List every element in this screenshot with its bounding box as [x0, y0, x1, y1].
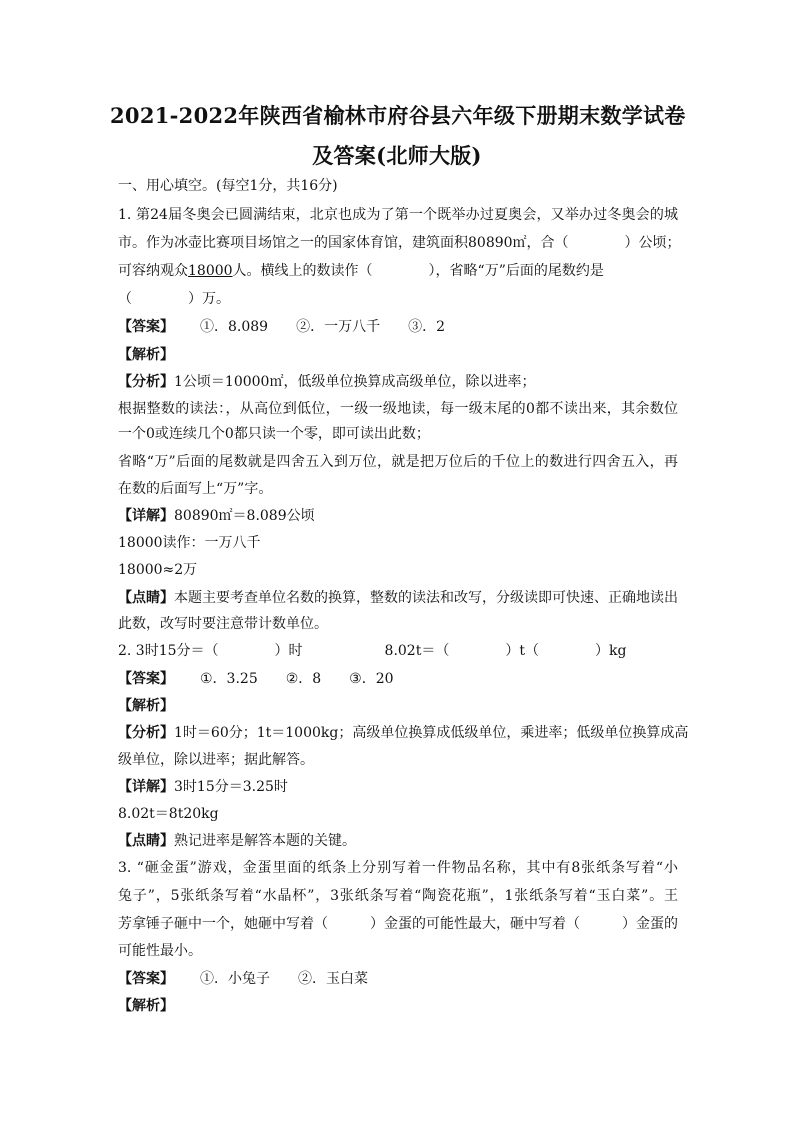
answer-tag: 【答案】 [118, 971, 174, 987]
q3-text-line-3: 芳拿锤子砸中一个，她砸中写着（ ）金蛋的可能性最大，砸中写着（ ）金蛋的 [118, 916, 678, 932]
document-title-line-1: 2021-2022年陕西省榆林市府谷县六年级下册期末数学试卷 [110, 103, 686, 128]
q1-comment-line-2: 此数，改写时要注意带计数单位。 [118, 616, 328, 632]
document-title-line-2: 及答案(北师大版) [312, 143, 482, 168]
q1-analysis-line-4: 省略“万”后面的尾数就是四舍五入到万位，就是把万位后的千位上的数进行四舍五入，再 [118, 454, 678, 470]
q2-text-line-1 [118, 641, 626, 661]
q1-comment-line-1 [118, 588, 678, 608]
q2-answer-text: ①．3.25 ②．8 ③．20 [200, 671, 394, 687]
q1-detail-line-3: 18000≈2万 [118, 562, 198, 578]
xiangjie-tag: 【详解】 [118, 508, 174, 524]
q2-fenxi-text: 1时＝60分；1t＝1000kg；高级单位换算成低级单位，乘进率；低级单位换算成高 [174, 725, 689, 741]
q1-answer [118, 317, 445, 337]
q1-line-3-start: 可容纳观众 [118, 263, 188, 279]
dianjing-tag: 【点睛】 [118, 590, 174, 606]
q3-text-line-1: 3. “砸金蛋”游戏，金蛋里面的纸条上分别写着一件物品名称，其中有8张纸条写着“小 [118, 860, 678, 876]
q2-comment-text: 熟记进率是解答本题的关键。 [174, 833, 356, 849]
dianjing-tag: 【点睛】 [118, 833, 174, 849]
q2-analysis-line-2: 级单位，除以进率；据此解答。 [118, 752, 314, 768]
answer-tag: 【答案】 [118, 671, 174, 687]
section-heading: 一、用心填空。(每空1分，共16分) [118, 178, 338, 194]
q1-text-line-1: 1. 第24届冬奥会已圆满结束，北京也成为了第一个既举办过夏奥会，又举办过冬奥会的城 [118, 207, 678, 223]
q1-detail-text: 80890㎡＝8.089公顷 [174, 508, 315, 524]
q1-analysis-line-5: 在数的后面写上“万”字。 [118, 481, 273, 497]
q1-detail-line-1 [118, 506, 315, 526]
q2-detail-text: 3时15分＝3.25时 [174, 779, 288, 795]
q1-fenxi-text: 1公顷＝10000㎡，低级单位换算成高级单位，除以进率； [174, 374, 536, 390]
q2-part-b: 8.02t＝（ ）t（ ）kg [384, 643, 627, 659]
fenxi-tag: 【分析】 [118, 374, 174, 390]
xiangjie-tag: 【详解】 [118, 779, 174, 795]
fenxi-tag: 【分析】 [118, 725, 174, 741]
q2-detail-line-2: 8.02t＝8t20kg [118, 806, 219, 822]
q2-analysis-line-1 [118, 723, 689, 743]
q1-text-line-2: 市。作为冰壶比赛项目场馆之一的国家体育馆，建筑面积80890㎡，合（ ）公顷； [118, 235, 681, 251]
q1-detail-line-2: 18000读作：一万八千 [118, 535, 261, 551]
q2-detail-line-1 [118, 777, 288, 797]
underlined-number: 18000 [188, 263, 233, 279]
q1-answer-text: ①．8.089 ②．一万八千 ③．2 [200, 319, 445, 335]
q2-analysis-tag: 【解析】 [118, 698, 174, 714]
answer-tag: 【答案】 [118, 319, 174, 335]
q1-text-line-3 [118, 261, 604, 281]
q1-text-line-4: （ ）万。 [118, 291, 230, 307]
q1-comment-text: 本题主要考查单位名数的换算，整数的读法和改写，分级读即可快速、正确地读出 [174, 590, 678, 606]
q3-text-line-2: 兔子”，5张纸条写着“水晶杯”，3张纸条写着“陶瓷花瓶”，1张纸条写着“玉白菜”。王 [118, 888, 678, 904]
q1-analysis-tag: 【解析】 [118, 347, 174, 363]
q1-analysis-line-2: 根据整数的读法：，从高位到低位，一级一级地读，每一级末尾的0都不读出来，其余数位 [118, 401, 678, 417]
q3-answer [118, 969, 368, 989]
q2-part-a: 2. 3时15分＝（ ）时 [118, 643, 303, 659]
q3-text-line-4: 可能性最小。 [118, 943, 202, 959]
q1-line-3-end: 人。横线上的数读作（ ），省略“万”后面的尾数约是 [232, 263, 604, 279]
q2-answer [118, 669, 394, 689]
q3-answer-text: ①．小兔子 ②．玉白菜 [200, 971, 368, 987]
q1-analysis-line-3: 一个0或连续几个0都只读一个零，即可读出此数； [118, 426, 430, 442]
q2-comment [118, 831, 356, 851]
q3-analysis-tag: 【解析】 [118, 998, 174, 1014]
q1-analysis-line-1 [118, 372, 535, 392]
